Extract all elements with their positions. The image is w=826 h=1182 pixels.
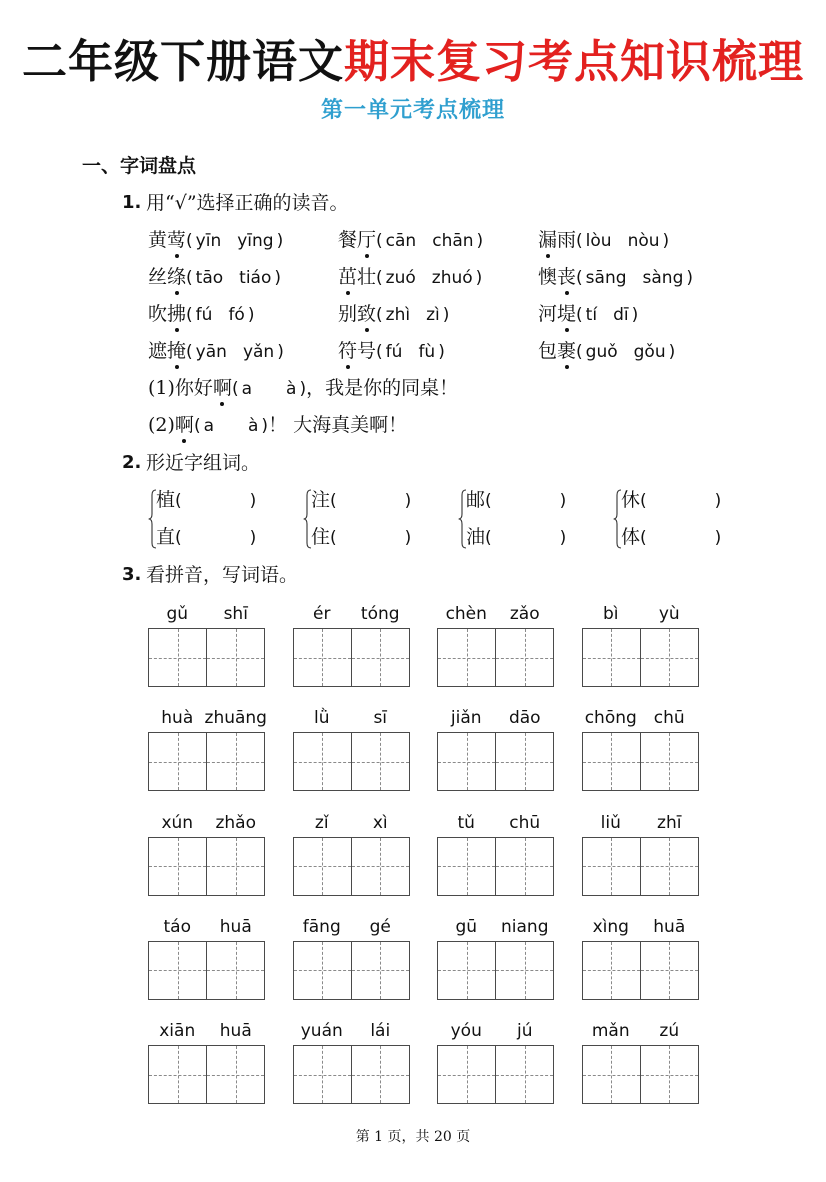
- word-char: 丧: [557, 266, 577, 288]
- exercise-number: 2.: [122, 452, 142, 473]
- pinyin-options: [194, 416, 268, 436]
- similar-char: 住: [311, 526, 331, 548]
- pinyin-option: a: [241, 379, 253, 399]
- writing-cell: [206, 942, 264, 999]
- pinyin-option: cān: [385, 231, 417, 251]
- exercise-1-heading: [122, 191, 522, 215]
- pinyin-option: lòu: [585, 231, 612, 251]
- pinyin-options: [186, 305, 254, 325]
- writing-cell: [149, 1046, 206, 1103]
- sentence-label: (2): [148, 414, 175, 436]
- pinyin-row: [293, 1017, 410, 1045]
- writing-cell: [351, 942, 409, 999]
- writing-cell: [351, 1046, 409, 1103]
- similar-char: 植: [156, 489, 176, 511]
- word-char: 丝: [148, 266, 168, 288]
- writing-cell: [149, 942, 206, 999]
- similar-char: 体: [621, 526, 641, 548]
- answer-blank: [330, 491, 411, 511]
- pinyin-options: [186, 268, 281, 288]
- pinyin-syllable: niang: [501, 916, 549, 937]
- tianzige-box: [437, 837, 554, 896]
- char-line: [311, 525, 411, 549]
- tianzige-box: [148, 628, 265, 687]
- pinyin-syllable: tǔ: [457, 812, 475, 833]
- pinyin-syllable: zhuāng: [204, 708, 267, 729]
- pinyin-option: yǎn: [242, 342, 275, 362]
- word-char: 绦: [167, 266, 187, 288]
- word-char: 拂: [167, 303, 187, 325]
- pinyin-syllable: jú: [517, 1021, 533, 1041]
- writing-cell: [294, 733, 351, 790]
- answer-blank: [640, 491, 721, 511]
- pinyin-syllable: yù: [658, 604, 680, 624]
- pinyin-options: [186, 231, 283, 251]
- pinyin-syllable: zhǎo: [215, 812, 257, 833]
- tianzige-box: [582, 837, 699, 896]
- pinyin-syllable: chū: [509, 812, 541, 833]
- writing-cell: [294, 942, 351, 999]
- writing-cell: [583, 838, 640, 895]
- pinyin-option: zhuó: [431, 268, 473, 288]
- word-writing-block: [437, 704, 554, 791]
- pinyin-row: [437, 600, 554, 628]
- writing-cell: [149, 629, 206, 686]
- pinyin-option: tāo: [195, 268, 224, 288]
- pinyin-syllable: yuán: [300, 1021, 343, 1041]
- writing-cell: [495, 629, 553, 686]
- pinyin-syllable: xì: [372, 812, 388, 833]
- pinyin-option: zì: [426, 305, 440, 325]
- exercise-number: 1.: [122, 192, 142, 213]
- pinyin-syllable: ér: [313, 604, 331, 624]
- word-writing-block: [148, 704, 265, 791]
- page-footer: 第 1 页，共 20 页: [355, 1129, 471, 1145]
- writing-cell: [495, 942, 553, 999]
- pinyin-option: tí: [585, 305, 598, 325]
- pinyin-syllable: huà: [161, 708, 194, 729]
- pinyin-option: zhì: [385, 305, 411, 325]
- pinyin-syllable: zhī: [657, 812, 682, 833]
- writing-cell: [351, 733, 409, 790]
- word-char: 壮: [357, 266, 377, 288]
- exercise-instruction: 看拼音，写词语。: [146, 564, 299, 586]
- tianzige-box: [148, 732, 265, 791]
- word-writing-block: [582, 913, 699, 1000]
- writing-cell: [640, 838, 698, 895]
- pinyin-row: [582, 913, 699, 941]
- word-writing-block: [293, 809, 410, 896]
- target-char: 啊: [174, 414, 194, 436]
- pinyin-syllable: táo: [163, 916, 191, 937]
- reading-item: [538, 265, 693, 290]
- word-writing-block: [437, 1017, 554, 1104]
- word-char: 黄: [148, 229, 168, 251]
- pinyin-row: [148, 913, 265, 941]
- pinyin-row: [293, 600, 410, 628]
- pinyin-option: gǒu: [633, 342, 666, 362]
- pinyin-row: [148, 809, 265, 837]
- pinyin-option: fù: [418, 342, 436, 362]
- char-line: [466, 525, 566, 549]
- tianzige-box: [293, 837, 410, 896]
- pinyin-option: sàng: [642, 268, 684, 288]
- pinyin-option: chān: [432, 231, 474, 251]
- word-char: 茁: [338, 266, 358, 288]
- similar-char-group: [613, 488, 753, 550]
- char-line: [156, 488, 256, 512]
- pinyin-options: [376, 231, 483, 251]
- word-writing-block: [437, 600, 554, 687]
- exercise-instruction: 形近字组词。: [146, 452, 261, 474]
- tianzige-box: [293, 1045, 410, 1104]
- answer-blank: [485, 491, 566, 511]
- reading-item: [148, 302, 254, 327]
- reading-item: [148, 339, 284, 364]
- word-char: 厅: [357, 229, 377, 251]
- pinyin-syllable: gǔ: [166, 604, 189, 624]
- char-line: [156, 525, 256, 549]
- word-writing-block: [293, 1017, 410, 1104]
- writing-cell: [583, 733, 640, 790]
- pinyin-syllable: sī: [373, 708, 388, 729]
- answer-blank: [330, 528, 411, 548]
- writing-cell: [438, 838, 495, 895]
- page-title: [0, 37, 826, 87]
- exercise-number: 3.: [122, 564, 142, 585]
- pinyin-syllable: lǜ: [314, 708, 330, 729]
- pinyin-syllable: xìng: [592, 916, 629, 937]
- writing-cell: [640, 1046, 698, 1103]
- tianzige-box: [293, 628, 410, 687]
- exercise-instruction: 用“√”选择正确的读音。: [146, 192, 349, 214]
- word-char: 别: [338, 303, 358, 325]
- tianzige-box: [148, 941, 265, 1000]
- word-writing-block: [582, 704, 699, 791]
- writing-cell: [206, 629, 264, 686]
- similar-char: 油: [466, 526, 486, 548]
- writing-cell: [294, 629, 351, 686]
- pinyin-option: nòu: [627, 231, 660, 251]
- word-char: 莺: [167, 229, 187, 251]
- reading-item: [148, 265, 281, 290]
- writing-cell: [294, 1046, 351, 1103]
- pinyin-syllable: yóu: [450, 1021, 482, 1041]
- char-line: [621, 525, 721, 549]
- tianzige-box: [437, 941, 554, 1000]
- char-line: [621, 488, 721, 512]
- word-char: 雨: [557, 229, 577, 251]
- pinyin-row: [148, 704, 265, 732]
- word-writing-block: [293, 913, 410, 1000]
- pinyin-options: [232, 379, 306, 399]
- pinyin-option: sāng: [585, 268, 627, 288]
- writing-cell: [438, 942, 495, 999]
- pinyin-option: tiáo: [239, 268, 272, 288]
- reading-item: [338, 265, 482, 290]
- writing-grid: [148, 600, 699, 1104]
- similar-char: 邮: [466, 489, 486, 511]
- unit-subtitle: 第一单元考点梳理: [320, 97, 505, 123]
- tianzige-box: [437, 628, 554, 687]
- word-char: 号: [357, 340, 377, 362]
- pinyin-syllable: chū: [653, 708, 685, 729]
- word-char: 致: [357, 303, 377, 325]
- writing-cell: [583, 629, 640, 686]
- pinyin-syllable: gé: [369, 916, 391, 937]
- pinyin-row: [293, 704, 410, 732]
- tianzige-box: [293, 941, 410, 1000]
- similar-char-group: [458, 488, 598, 550]
- writing-cell: [206, 733, 264, 790]
- pinyin-option: fú: [195, 305, 213, 325]
- word-char: 河: [538, 303, 558, 325]
- word-char: 餐: [338, 229, 358, 251]
- pinyin-option: yīn: [195, 231, 222, 251]
- pinyin-options: [186, 342, 284, 362]
- word-writing-block: [582, 600, 699, 687]
- pinyin-syllable: bì: [602, 604, 619, 624]
- pinyin-syllable: huā: [219, 916, 252, 937]
- pinyin-row: [293, 913, 410, 941]
- answer-blank: [485, 528, 566, 548]
- similar-char: 直: [156, 526, 176, 548]
- writing-cell: [351, 838, 409, 895]
- pinyin-row: [582, 809, 699, 837]
- writing-cell: [149, 838, 206, 895]
- word-char: 包: [538, 340, 558, 362]
- exercise-2-heading: [122, 451, 522, 475]
- pinyin-syllable: xiān: [159, 1021, 196, 1041]
- pinyin-options: [576, 342, 675, 362]
- tianzige-box: [582, 941, 699, 1000]
- similar-char-group: [303, 488, 443, 550]
- word-writing-block: [437, 809, 554, 896]
- writing-cell: [583, 942, 640, 999]
- word-writing-block: [582, 809, 699, 896]
- writing-cell: [495, 1046, 553, 1103]
- pinyin-row: [437, 913, 554, 941]
- word-writing-block: [437, 913, 554, 1000]
- pinyin-option: yīng: [237, 231, 274, 251]
- word-char: 符: [338, 340, 358, 362]
- word-char: 吹: [148, 303, 168, 325]
- char-line: [311, 488, 411, 512]
- reading-item: [338, 302, 449, 327]
- pinyin-syllable: liǔ: [600, 812, 621, 833]
- writing-cell: [640, 733, 698, 790]
- pinyin-syllable: jiǎn: [450, 708, 482, 729]
- word-writing-block: [582, 1017, 699, 1104]
- pinyin-row: [293, 809, 410, 837]
- word-writing-block: [148, 809, 265, 896]
- pinyin-syllable: lái: [370, 1021, 391, 1041]
- pinyin-row: [437, 704, 554, 732]
- pinyin-option: fó: [228, 305, 245, 325]
- tianzige-box: [437, 732, 554, 791]
- exercise-3-heading: [122, 563, 522, 587]
- pinyin-syllable: dāo: [508, 708, 541, 729]
- sentence-text: ！ 大海真美啊！: [268, 414, 408, 436]
- section-heading: 一、字词盘点: [82, 155, 197, 177]
- pinyin-syllable: huā: [219, 1021, 252, 1041]
- writing-cell: [351, 629, 409, 686]
- word-writing-block: [293, 600, 410, 687]
- tianzige-box: [582, 732, 699, 791]
- tianzige-box: [582, 628, 699, 687]
- pinyin-options: [376, 305, 449, 325]
- reading-item: [538, 339, 675, 364]
- pinyin-row: [582, 600, 699, 628]
- pinyin-options: [576, 268, 693, 288]
- answer-blank: [175, 528, 256, 548]
- word-char: 裹: [557, 340, 577, 362]
- word-char: 遮: [148, 340, 168, 362]
- pinyin-row: [437, 809, 554, 837]
- pinyin-option: a: [203, 416, 214, 436]
- title-grade-part: 二年级下册语文: [21, 35, 344, 88]
- writing-cell: [438, 733, 495, 790]
- reading-item: [148, 228, 283, 253]
- pinyin-options: [576, 305, 638, 325]
- writing-cell: [149, 733, 206, 790]
- word-writing-block: [148, 1017, 265, 1104]
- writing-cell: [438, 629, 495, 686]
- pinyin-options: [576, 231, 669, 251]
- sentence-text: ，我是你的同桌！: [306, 377, 459, 399]
- pinyin-option: à: [286, 379, 297, 399]
- pinyin-syllable: gū: [455, 916, 478, 937]
- writing-cell: [206, 1046, 264, 1103]
- pinyin-syllable: chèn: [445, 604, 487, 624]
- reading-item: [338, 228, 483, 253]
- writing-cell: [495, 733, 553, 790]
- reading-item: [538, 228, 669, 253]
- answer-blank: [640, 528, 721, 548]
- reading-item: [338, 339, 445, 364]
- pinyin-syllable: chōng: [584, 708, 637, 729]
- sentence-text: 你好: [174, 377, 213, 399]
- pinyin-option: fú: [385, 342, 403, 362]
- reading-item: [538, 302, 638, 327]
- writing-cell: [583, 1046, 640, 1103]
- pinyin-option: guǒ: [585, 342, 618, 362]
- writing-cell: [206, 838, 264, 895]
- pinyin-option: yān: [195, 342, 227, 362]
- tianzige-box: [582, 1045, 699, 1104]
- pinyin-row: [148, 1017, 265, 1045]
- writing-cell: [294, 838, 351, 895]
- word-char: 漏: [538, 229, 558, 251]
- pinyin-option: dī: [613, 305, 629, 325]
- pinyin-row: [582, 704, 699, 732]
- pinyin-row: [437, 1017, 554, 1045]
- pinyin-option: à: [248, 416, 259, 436]
- sentence-label: (1): [148, 377, 175, 399]
- word-writing-block: [293, 704, 410, 791]
- word-writing-block: [148, 913, 265, 1000]
- writing-cell: [640, 942, 698, 999]
- answer-blank: [175, 491, 256, 511]
- tianzige-box: [293, 732, 410, 791]
- similar-char-group: [148, 488, 288, 550]
- pinyin-syllable: huā: [653, 916, 686, 937]
- word-writing-block: [148, 600, 265, 687]
- tianzige-box: [148, 1045, 265, 1104]
- pinyin-syllable: zú: [659, 1021, 680, 1041]
- pinyin-options: [376, 342, 445, 362]
- char-line: [466, 488, 566, 512]
- writing-cell: [495, 838, 553, 895]
- word-char: 懊: [538, 266, 558, 288]
- pinyin-syllable: zǐ: [314, 812, 329, 833]
- pinyin-syllable: mǎn: [591, 1021, 630, 1041]
- target-char: 啊: [212, 377, 232, 399]
- pinyin-syllable: shī: [223, 604, 248, 624]
- writing-cell: [438, 1046, 495, 1103]
- pinyin-syllable: zǎo: [509, 604, 540, 624]
- writing-cell: [640, 629, 698, 686]
- similar-char: 注: [311, 489, 331, 511]
- sentence-item: [148, 413, 407, 438]
- pinyin-syllable: tóng: [360, 604, 400, 624]
- similar-char: 休: [621, 489, 641, 511]
- pinyin-syllable: fāng: [302, 916, 341, 937]
- pinyin-option: zuó: [385, 268, 416, 288]
- tianzige-box: [148, 837, 265, 896]
- pinyin-options: [376, 268, 482, 288]
- word-char: 堤: [557, 303, 577, 325]
- sentence-item: [148, 376, 458, 401]
- pinyin-row: [148, 600, 265, 628]
- word-char: 掩: [167, 340, 187, 362]
- tianzige-box: [437, 1045, 554, 1104]
- pinyin-syllable: xún: [161, 812, 194, 833]
- pinyin-row: [582, 1017, 699, 1045]
- title-topic-part: 期末复习考点知识梳理: [344, 35, 805, 88]
